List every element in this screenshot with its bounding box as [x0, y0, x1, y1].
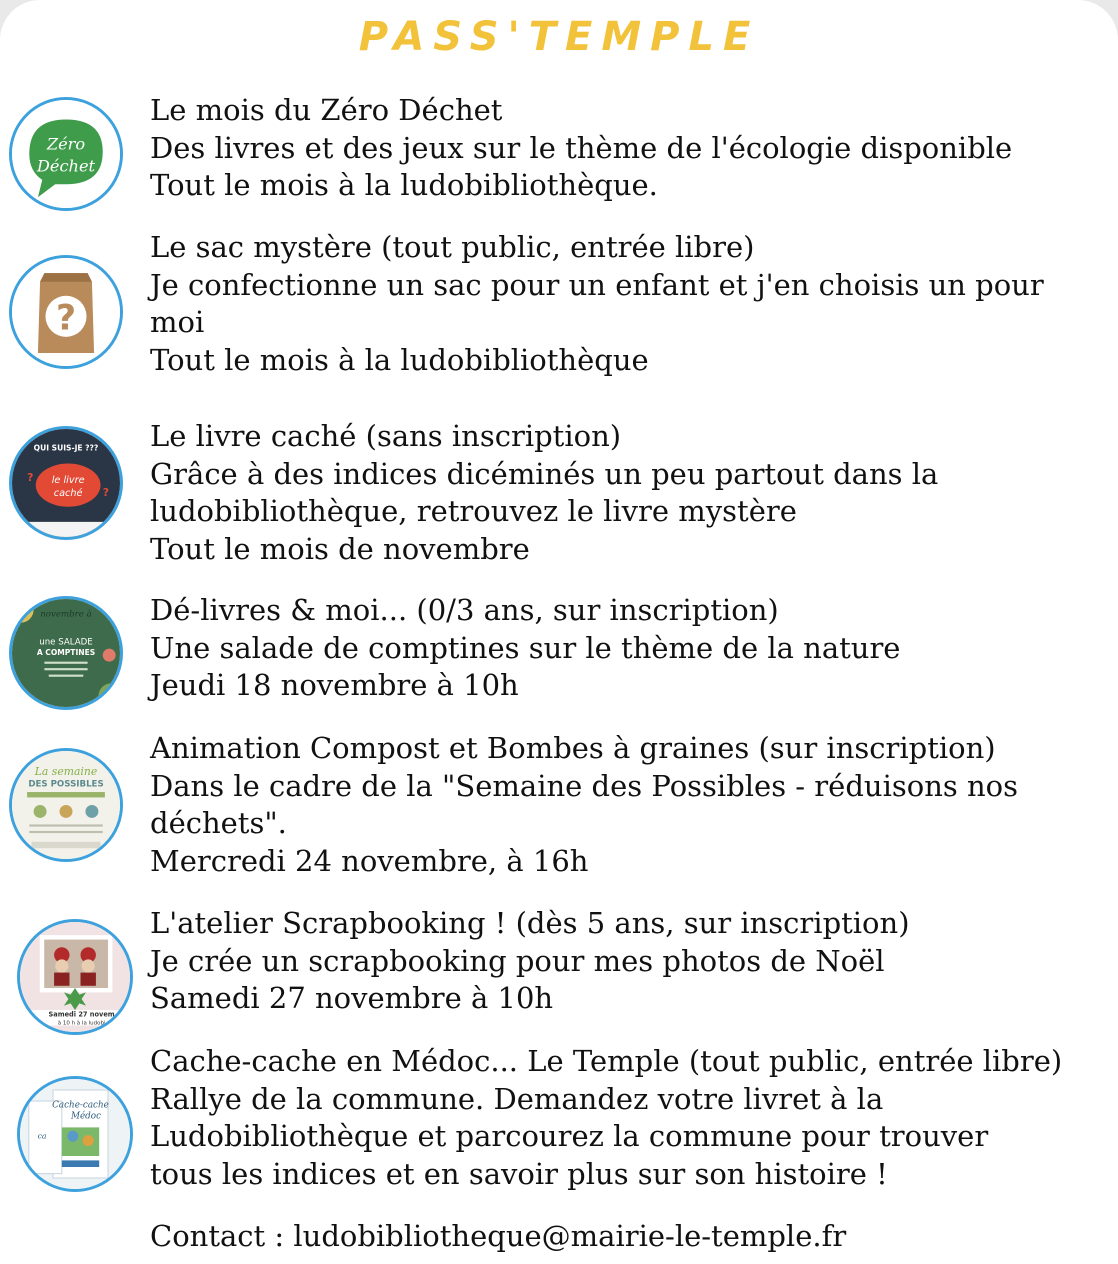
svg-text:?: ?	[102, 485, 109, 499]
salade-comptines-icon-text-1: une SALADE	[39, 637, 93, 648]
cache-cache-icon-text-1: Cache-cache	[52, 1100, 109, 1111]
event-line: Je confectionne un sac pour un enfant et j'en choisis un pour	[150, 267, 1044, 302]
svg-text:ca: ca	[37, 1131, 47, 1141]
page-title: PASS'TEMPLE	[358, 14, 760, 60]
event-text	[150, 418, 1090, 569]
hidden-book-icon	[9, 426, 123, 540]
event-title: Cache-cache en Médoc... Le Temple (tout public, entrée libre)	[150, 1044, 1063, 1078]
event-line: Rallye de la commune. Demandez votre livret à la	[150, 1081, 884, 1116]
scrapbooking-icon-text-2: à 10 h à la ludobi	[57, 1020, 106, 1027]
event-text	[150, 92, 1090, 205]
event-line: Samedi 27 novembre à 10h	[150, 981, 554, 1016]
event-text	[150, 905, 1090, 1018]
svg-text:?: ?	[27, 470, 34, 484]
semaine-possibles-icon-text-2: DES POSSIBLES	[28, 779, 104, 790]
event-line: Dans le cadre de la "Semaine des Possibles - réduisons nos	[150, 768, 1018, 803]
scrapbooking-icon-text-1: Samedi 27 novem	[48, 1010, 115, 1019]
event-title: Animation Compost et Bombes à graines (sur inscription)	[150, 731, 996, 765]
salade-comptines-icon-header: novembre à	[40, 609, 92, 620]
event-title: Dé-livres & moi... (0/3 ans, sur inscription)	[150, 593, 779, 627]
mystery-bag-icon-text: ?	[55, 298, 77, 339]
semaine-possibles-icon	[9, 748, 123, 862]
event-line: Je crée un scrapbooking pour mes photos de Noël	[150, 943, 885, 978]
event-line: Grâce à des indices dicéminés un peu partout dans la	[150, 456, 939, 491]
event-line: déchets".	[150, 806, 287, 841]
event-line: Des livres et des jeux sur le thème de l'écologie disponible	[150, 130, 1013, 165]
salade-comptines-icon	[9, 596, 123, 710]
contact-line: Contact : ludobibliotheque@mairie-le-temple.fr	[150, 1219, 847, 1253]
event-text	[150, 592, 1090, 705]
event-title: Le livre caché (sans inscription)	[150, 419, 622, 453]
event-line: Tout le mois de novembre	[150, 532, 530, 567]
event-line: Une salade de comptines sur le thème de la nature	[150, 630, 901, 665]
event-line: Tout le mois à la ludobibliothèque	[150, 343, 649, 378]
salade-comptines-icon-text-2: A COMPTINES	[36, 648, 96, 658]
event-line: Jeudi 18 novembre à 10h	[150, 668, 519, 703]
zero-dechet-icon-text-2: Déchet	[36, 156, 96, 176]
event-line: Tout le mois à la ludobibliothèque.	[150, 168, 658, 203]
zero-dechet-icon	[9, 97, 123, 211]
event-text	[150, 730, 1090, 881]
zero-dechet-icon-text-1: Zéro	[46, 134, 86, 154]
cache-cache-medoc-icon	[17, 1076, 133, 1192]
event-title: Le sac mystère (tout public, entrée libre)	[150, 230, 755, 264]
semaine-possibles-icon-text-1: La semaine	[34, 764, 98, 778]
event-line: moi	[150, 305, 205, 340]
event-title: Le mois du Zéro Déchet	[150, 93, 503, 127]
hidden-book-icon-header: QUI SUIS-JE ???	[33, 443, 99, 453]
hidden-book-icon-text-2: caché	[53, 487, 83, 499]
event-text	[150, 229, 1090, 380]
mystery-bag-icon	[9, 255, 123, 369]
event-line: Mercredi 24 novembre, à 16h	[150, 844, 589, 879]
scrapbooking-photo-icon	[17, 919, 133, 1035]
event-text	[150, 1043, 1090, 1194]
event-line: ludobibliothèque, retrouvez le livre mystère	[150, 494, 797, 529]
cache-cache-icon-text-2: Médoc	[70, 1111, 102, 1122]
event-line: Ludobibliothèque et parcourez la commune pour trouver	[150, 1119, 989, 1154]
event-title: L'atelier Scrapbooking ! (dès 5 ans, sur inscription)	[150, 906, 910, 940]
hidden-book-icon-text-1: le livre	[51, 475, 85, 486]
event-line: tous les indices et en savoir plus sur son histoire !	[150, 1157, 888, 1192]
